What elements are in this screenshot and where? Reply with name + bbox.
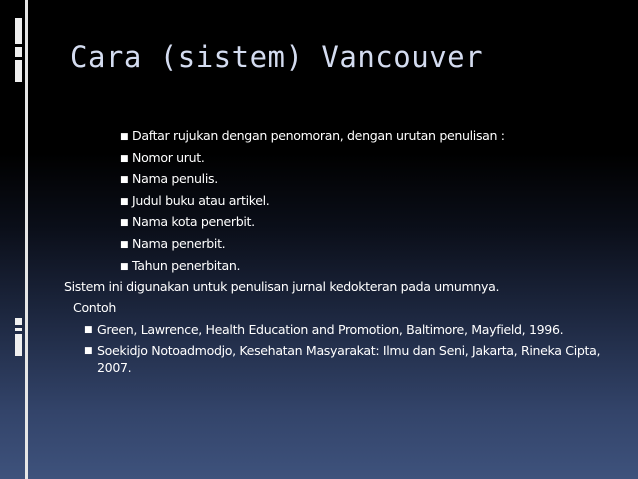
example-text: Soekidjo Notoadmodjo, Kesehatan Masyarakat: Ilmu dan Seni, Jakarta, Rineka Cipta, 2007.: [97, 343, 601, 376]
list-item-text: Judul buku atau artikel.: [132, 192, 270, 208]
list-item-text: Nomor urut.: [132, 149, 205, 165]
list-item: [120, 234, 630, 256]
slide-body: [64, 126, 630, 378]
list-item-text: Tahun penerbitan.: [132, 257, 241, 273]
list-item: [120, 256, 630, 278]
reference-format-list: [64, 126, 630, 277]
square-bullet-icon: ■: [120, 218, 129, 229]
slide-title: Cara (sistem) Vancouver: [70, 40, 484, 74]
system-note: Sistem ini digunakan untuk penulisan jurnal kedokteran pada umumnya.: [64, 279, 500, 295]
list-item-text: Nama penulis.: [132, 171, 218, 187]
list-item-text: Nama kota penerbit.: [132, 214, 255, 230]
example-list: [64, 321, 630, 376]
example-item: [64, 321, 630, 339]
list-item-text: Nama penerbit.: [132, 235, 226, 251]
square-bullet-icon: ■: [120, 175, 129, 186]
example-label: Contoh: [73, 299, 117, 315]
decorative-bar: [15, 328, 22, 331]
list-item: [120, 126, 630, 148]
square-bullet-icon: ■: [120, 153, 129, 164]
square-bullet-icon: ■: [120, 239, 129, 250]
square-bullet-icon: ■: [120, 196, 129, 207]
square-bullet-icon: ■: [120, 132, 129, 142]
square-bullet-icon: ■: [84, 325, 93, 336]
list-item-text: Daftar rujukan dengan penomoran, dengan urutan penulisan :: [132, 128, 505, 143]
decorative-bar: [15, 318, 22, 325]
left-rule-decoration: [25, 0, 28, 479]
list-item: [120, 212, 630, 234]
square-bullet-icon: ■: [120, 261, 129, 272]
example-item: [64, 342, 630, 376]
square-bullet-icon: ■: [84, 346, 93, 357]
list-item: [120, 169, 630, 191]
decorative-bar: [15, 60, 22, 82]
list-item: [120, 148, 630, 170]
decorative-bar: [15, 18, 22, 44]
list-item: [120, 191, 630, 213]
decorative-bar: [15, 334, 22, 356]
decorative-bar: [15, 47, 22, 57]
example-text: Green, Lawrence, Health Education and Promotion, Baltimore, Mayfield, 1996.: [97, 322, 564, 338]
